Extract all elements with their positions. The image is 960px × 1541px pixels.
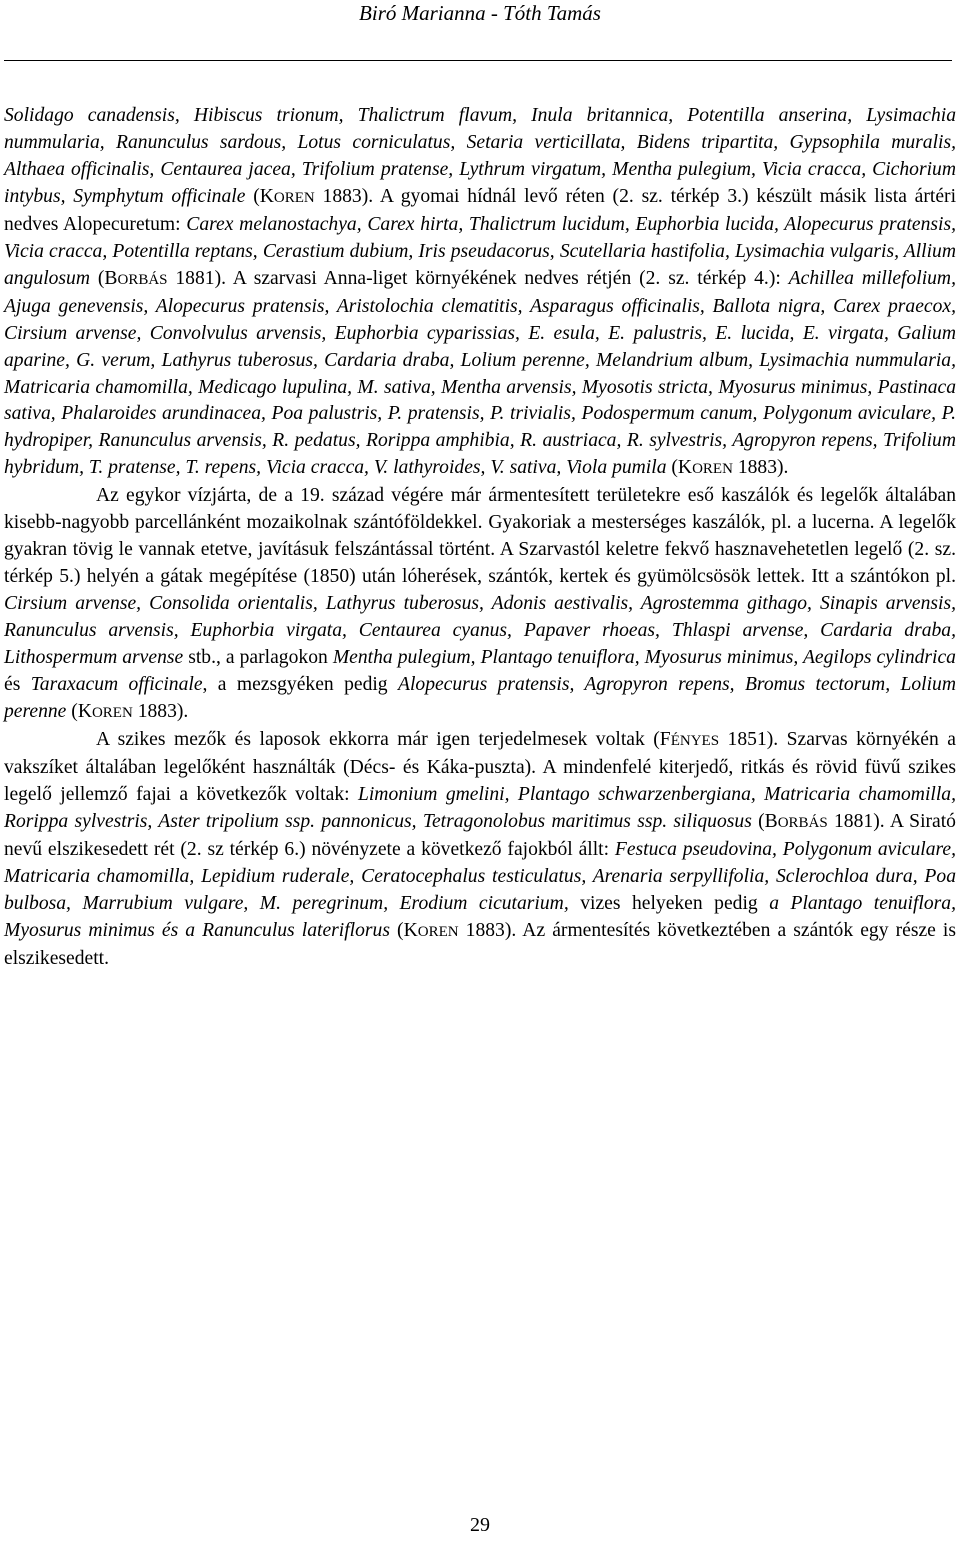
header-rule: [4, 60, 952, 61]
paragraph-text: Az egykor vízjárta, de a 19. század végére már ármentesített területekre eső kaszálók és legelők általában kisebb-nagyobb parcellánként mozaikolnak szántóföldekkel. Gyakoriak a mesterséges kaszálók, pl. a lucerna. A legelők gyakran tövig le vannak etetve, javításuk felszántással történt. A Szarvastól keletre fekvő hasznavehetetlen legelő (2. sz. térkép 5.) helyén a gátak megépítése (1850) után lóherések, szántók, kertek és gyümölcsösök lettek. Itt a szántókon pl.: [4, 485, 956, 588]
paragraph-text: (B: [90, 267, 118, 289]
paragraph-text: 1883). A gyomai hídnál levő réten (2. sz. térkép 3.) készült másik lista ártéri nedves Alopecuretum:: [4, 185, 957, 235]
species-list: Achillea millefolium, Ajuga genevensis, Alopecurus pratensis, Aristolochia clematitis, Asparagus officinalis, Ballota nigra, Carex praecox, Cirsium arvense, Convolvulus arvensis, Euphorbia cyparissias, E. esula, E. palustris, E. lucida, E. virgata, Galium aparine, G. verum, Lathyrus tuberosus, Cardaria draba, Lolium perenne, Melandrium album, Lysimachia nummularia, Matricaria chamomilla, Medicago lupulina, M. sativa, Mentha arvensis, Myosotis stricta, Myosurus minimus, Pastinaca sativa, Phalaroides arundinacea, Poa palustris, P. pratensis, P. trivialis, Podospermum canum, Polygonum aviculare, P. hydropiper, Ranunculus arvensis, R. pedatus, Rorippa amphibia, R. austriaca, R. sylvestris, Agropyron repens, Trifolium hybridum, T. pratense, T. repens, Vicia cracca, V. lathyroides, V. sativa, Viola pumila: [4, 267, 956, 479]
running-header: [0, 0, 960, 30]
paragraph-text: 1883).: [132, 700, 189, 722]
citation-author: ÉNYES: [670, 732, 720, 749]
species-list: Festuca pseudovina, Polygonum aviculare, Matricaria chamomilla, Lepidium ruderale, Ceratocephalus testiculatus, Arenaria serpyllifolia, Sclerochloa dura, Poa bulbosa, Marrubium vulgare, M. peregrinum, Erodium cicutarium,: [4, 838, 956, 914]
species-list: Taraxacum officinale: [30, 674, 203, 696]
paragraph-text: és: [4, 674, 31, 696]
citation-author: ORBÁS: [777, 814, 828, 831]
species-list: Mentha pulegium, Plantago tenuiflora, Myosurus minimus, Aegilops cylindrica: [332, 647, 956, 669]
article-body: [4, 103, 956, 973]
paragraph-text: 1881). A szarvasi Anna-liget környékének nedves rétjén (2. sz. térkép 4.):: [167, 267, 789, 289]
body-paragraph: [4, 727, 956, 973]
paragraph-text: (K: [66, 700, 92, 722]
body-paragraph: [4, 103, 956, 483]
citation-author: OREN: [91, 704, 133, 721]
citation-author: OREN: [417, 923, 459, 940]
species-list: Alopecurus pratensis, Agropyron repens, Bromus tectorum, Lolium perenne: [4, 674, 956, 722]
species-list: Cirsium arvense, Consolida orientalis, Lathyrus tuberosus, Adonis aestivalis, Agrostemma githago, Sinapis arvensis, Ranunculus arvensis, Euphorbia virgata, Centaurea cyanus, Papaver rhoeas, Thlaspi arvense, Cardaria draba, Lithospermum arvense: [4, 593, 956, 669]
paragraph-text: 1881). A Sirató nevű elszikesedett rét (2. sz térkép 6.) növényzete a következő fajokból állt:: [4, 810, 956, 860]
paragraph-text: 1883). Az ármentesítés következtében a szántók egy része is elszikesedett.: [4, 919, 956, 969]
paragraph-text: vizes helyeken pedig: [568, 892, 770, 914]
body-paragraph: [4, 483, 956, 727]
species-list: Limonium gmelini, Plantago schwarzenbergiana, Matricaria chamomilla, Rorippa sylvestris, Aster tripolium ssp. pannonicus, Tetragonolobus maritimus ssp. siliquosus: [4, 783, 956, 832]
header-authors: Biró Marianna - Tóth Tamás: [359, 1, 601, 25]
species-list: a Plantago tenuiflora, Myosurus minimus és a Ranunculus lateriflorus: [4, 892, 956, 941]
page-number: 29: [470, 1514, 490, 1536]
paragraph-text: stb., a parlagokon: [183, 647, 333, 669]
citation-author: ORBÁS: [117, 271, 168, 288]
citation-author: OREN: [692, 461, 733, 478]
paragraph-text: (B: [751, 810, 778, 832]
citation-author: OREN: [273, 189, 315, 206]
paragraph-text: (K: [666, 457, 693, 479]
species-list: Carex melanostachya, Carex hirta, Thalictrum lucidum, Euphorbia lucida, Alopecurus pratensis, Vicia cracca, Potentilla reptans, Cerastium dubium, Iris pseudacorus, Scutellaria hastifolia, Lysimachia vulgaris, Allium angulosum: [4, 213, 956, 289]
paragraph-text: 1883).: [732, 457, 789, 479]
paragraph-text: (K: [245, 185, 274, 207]
paragraph-text: , a mezsgyéken pedig: [202, 674, 398, 696]
paragraph-text: (K: [389, 919, 418, 941]
species-list: Solidago canadensis, Hibiscus trionum, Thalictrum flavum, Inula britannica, Potentilla anserina, Lysimachia nummularia, Ranunculus sardous, Lotus corniculatus, Setaria verticillata, Bidens tripartita, Gypsophila muralis, Althaea officinalis, Centaurea jacea, Trifolium pratense, Lythrum virgatum, Mentha pulegium, Vicia cracca, Cichorium intybus, Symphytum officinale: [4, 105, 956, 207]
paragraph-text: A szikes mezők és laposok ekkorra már igen terjedelmesek voltak (F: [96, 728, 671, 750]
paragraph-text: 1851). Szarvas környékén a vakszíket általában legelőként használták (Décs- és Káka-puszta). A mindenfelé kiterjedő, ritkás és rövid füvű szikes legelő jellemző fajai a következők voltak:: [4, 728, 956, 805]
